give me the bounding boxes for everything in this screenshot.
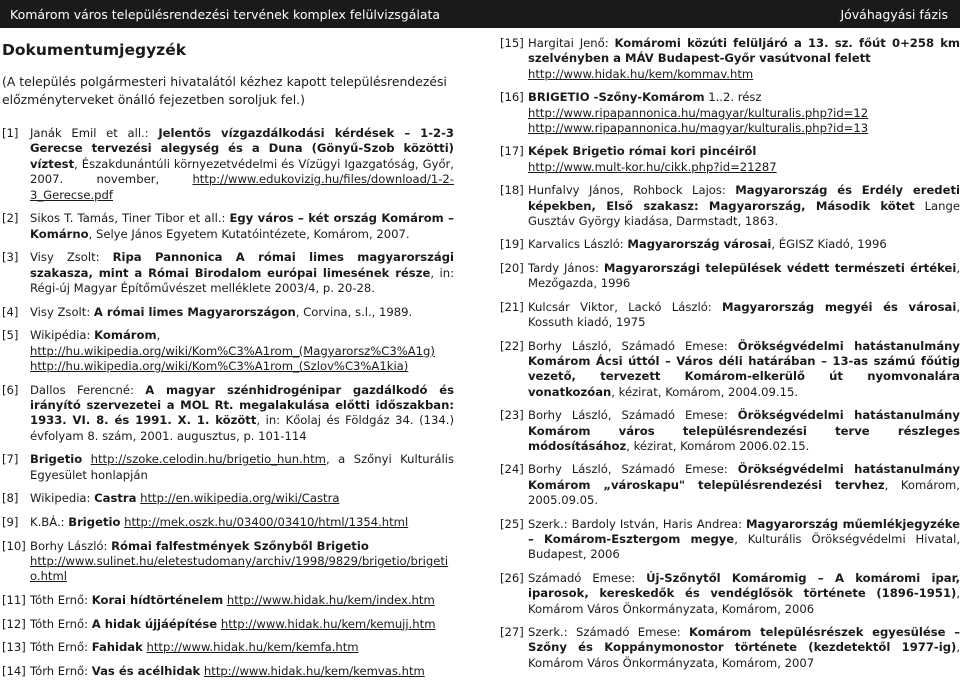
reference-text [528,36,960,82]
reference-link[interactable]: http://www.ripapannonica.hu/magyar/kulturalis.php?id=12 [528,105,869,120]
intro-text: (A település polgármesteri hivatalától kézhez kapott településrendezési előzményterveket önálló fejezetben soroljuk fel.) [2,74,447,107]
reference-text-part: Tóth Ernő: [30,593,92,608]
reference-text-part: Janák Emil et all.: [30,126,159,140]
reference-title: Komárom településrészek egyesülése – Szőny és Koppánymonostor története (kezdetektől 1977-ig) [528,625,960,655]
reference-item [500,408,960,454]
reference-text [528,300,960,331]
reference-link[interactable]: http://www.hidak.hu/kem/kemvas.htm [203,663,425,678]
reference-title: Jelentős vízgazdálkodási kérdések – 1-2-3 Gerecse tervezési alegység és a Duna (Gönyű-Szob közötti) víztest [30,126,455,171]
reference-number: [4] [2,304,19,319]
reference-text-part: Számadó Emese: [528,570,647,585]
reference-link[interactable]: http://hu.wikipedia.org/wiki/Kom%C3%A1rom_(Magyarorsz%C3%A1g) [30,343,435,358]
reference-text-part: Sikos T. Tamás, Tiner Tibor et all.: [30,211,230,226]
reference-title: Magyarország műemlékjegyzéke – Komárom-Esztergom megye [528,516,960,546]
reference-text-part: Kulcsár Viktor, Lackó László: [528,299,722,314]
reference-item [2,250,454,296]
reference-text [528,144,960,175]
reference-text [528,517,960,563]
reference-text [30,250,454,296]
reference-number: [11] [2,593,26,608]
reference-text [30,383,454,445]
reference-link[interactable]: http://www.hidak.hu/kem/kemujj.htm [220,616,436,631]
reference-text [30,211,454,242]
reference-text-part: Wikipédia: [30,328,95,343]
reference-text-part: , Komárom, 2005.09.05. [528,477,960,508]
reference-text-part: , Mezőgazda, 1996 [528,260,960,291]
reference-link[interactable]: http://www.mult-kor.hu/cikk.php?id=21287 [528,159,777,174]
reference-text-part: K.BÁ.: [30,515,69,530]
reference-title: Új-Szőnytől Komáromig – A komáromi ipar, iparosok, kereskedők és vendéglősök története (1896-1951) [528,570,960,601]
reference-text [30,328,454,374]
reference-item [500,300,960,331]
reference-text-part: , kézirat, Komárom, 2004.09.15. [611,384,799,399]
reference-item [2,593,454,608]
reference-title: A római limes Magyarországon [93,304,296,319]
reference-text-part: , Corvina, s.l., 1989. [295,304,413,319]
reference-title: Egy város – két ország Komárom – Komárno [30,211,454,241]
left-reference-list [2,126,454,679]
left-column [2,36,454,687]
reference-item [500,261,960,292]
reference-text [528,183,960,229]
reference-number: [18] [500,183,524,198]
reference-number: [27] [500,625,524,639]
reference-text-part: Szerk.: Bardoly István, Haris Andrea: [528,516,747,531]
reference-item [2,452,454,483]
reference-text-part: , in: Kőolaj és Földgáz 34. (134.) évfolyam 8. szám, 2001. augusztus, p. 101-114 [30,413,454,443]
reference-item [2,640,454,655]
reference-text-part: Hunfalvy János, Rohbock Lajos: [528,183,736,198]
reference-link[interactable]: http://hu.wikipedia.org/wiki/Kom%C3%A1rom_(Szlov%C3%A1kia) [30,359,409,374]
reference-number: [19] [500,237,524,252]
reference-number: [6] [2,382,19,397]
reference-number: [5] [2,328,19,343]
reference-title: Örökségvédelmi hatástanulmány Komárom város településrendezési terve részleges módosításához [528,408,960,453]
reference-text-part: Borhy László, Számadó Emese: [528,462,738,477]
reference-text-part: , [156,328,161,343]
reference-title: Képek Brigetio római kori pincéiről [528,144,757,159]
reference-text [30,593,454,608]
reference-item [2,126,454,203]
reference-number: [12] [2,616,26,631]
reference-text-part: , a Szőnyi Kulturális Egyesület honlapján [30,452,455,482]
reference-number: [2] [2,211,19,226]
reference-text-part: Lange Gusztáv György kiadása, Darmstadt, 1863. [528,198,960,229]
reference-link[interactable]: http://mek.oszk.hu/03400/03410/html/1354.html [124,515,409,530]
reference-text [528,408,960,454]
reference-text-part: Borhy László, Számadó Emese: [528,338,738,353]
reference-text [30,515,454,530]
reference-text-part: , Komárom Város Önkormányzata, Komárom, 2007 [528,640,960,670]
reference-text-part: , Kossuth kiadó, 1975 [528,299,960,330]
reference-item [500,462,960,508]
reference-title: Örökségvédelmi hatástanulmány Komárom „városkapu" településrendezési tervhez [528,462,960,492]
reference-text [30,539,454,585]
reference-text-part: Wikipedia: [30,491,95,506]
reference-text [30,664,454,679]
reference-item [2,383,454,445]
reference-text [528,571,960,617]
reference-text [528,237,960,252]
reference-text-part: , Kulturális Örökségvédelmi Hivatal, Budapest, 2006 [528,531,960,562]
reference-item [2,539,454,585]
reference-title: BRIGETIO -Szőny-Komárom [528,90,705,105]
reference-number: [24] [500,462,524,477]
reference-title: Fahidak [91,640,143,655]
reference-item [2,515,454,530]
reference-text-part: , Északdunántúli környezetvédelmi és Vízügyi Igazgatóság, Győr, 2007. november, [30,156,454,187]
reference-item [500,144,960,175]
reference-number: [9] [2,515,19,530]
reference-text-part: , Selye János Egyetem Kutatóintézete, Komárom, 2007. [88,226,410,241]
reference-title: Komárom [94,328,157,343]
reference-text-part: Borhy László, Számadó Emese: [528,408,738,423]
reference-text-part: Tóth Ernő: [30,616,92,631]
reference-text-part: Hargitai Jenő: [528,36,615,50]
reference-item [500,90,960,136]
reference-item [500,571,960,617]
right-reference-list [500,36,960,671]
reference-title: Brigetio [68,515,121,530]
reference-text-part: , Komárom Város Önkormányzata, Komárom, 2006 [528,586,960,616]
reference-title: Örökségvédelmi hatástanulmány Komárom Ácsi úttól – Város déli határában – 13-as számú főútig vezető, tervezett Komárom-elkerülő út nyomvonalára vonatkozóan [528,338,960,399]
reference-text-part: 1..2. rész [704,90,762,105]
reference-number: [15] [500,36,524,50]
reference-text-part [82,452,90,466]
reference-number: [3] [2,250,19,265]
reference-item [2,491,454,506]
reference-item [2,617,454,632]
reference-text [30,491,454,506]
reference-link[interactable]: http://www.ripapannonica.hu/magyar/kulturalis.php?id=13 [528,121,869,136]
reference-text-part: Tardy János: [528,260,604,275]
reference-title: A hidak újjáépítése [91,616,218,631]
reference-number: [20] [500,260,524,275]
reference-text [528,462,960,508]
reference-text-part: Borhy László: [30,538,112,553]
doc-title: Dokumentumjegyzék [2,41,187,59]
reference-item [500,36,960,82]
reference-title: Magyarország megyéi és városai [722,299,957,314]
reference-number: [21] [500,299,524,314]
reference-number: [26] [500,570,524,585]
reference-link[interactable]: http://szoke.celodin.hu/brigetio_hun.htm [90,452,326,467]
reference-number: [8] [2,491,19,506]
reference-text-part: Visy Zsolt: [30,304,94,319]
reference-text [528,261,960,292]
reference-title: Ripa Pannonica A római limes magyarországi szakasza, mint a Római Birodalom európai limesének része [30,250,454,280]
reference-number: [16] [500,90,524,105]
reference-item [500,339,960,401]
reference-item [500,517,960,563]
reference-number: [10] [2,538,26,553]
reference-title: Magyarország városai [627,237,772,252]
reference-link[interactable]: http://www.hidak.hu/kem/kemfa.htm [146,640,359,655]
header-title: Komárom város településrendezési tervének komplex felülvizsgálata [10,6,441,22]
reference-text [30,126,454,203]
reference-title: Vas és acélhidak [91,663,201,678]
reference-item [500,625,960,671]
reference-text [30,640,454,655]
reference-item [500,183,960,229]
reference-number: [1] [2,126,19,140]
reference-link[interactable]: http://www.hidak.hu/kem/index.htm [226,593,435,608]
reference-text [528,339,960,401]
reference-text-part: , in: Régi-új Magyar Építőművészet melléklete 2003/4, p. 20-28. [30,265,454,296]
reference-number: [23] [500,408,524,423]
reference-text-part: , kézirat, Komárom 2006.02.15. [626,438,810,453]
reference-title: Korai hídtörténelem [91,593,224,608]
reference-title: Castra [94,491,137,506]
page-header [0,0,960,28]
reference-text-part: Karvalics László: [528,237,628,252]
reference-number: [13] [2,640,26,655]
reference-number: [7] [2,452,19,467]
reference-text [30,305,454,320]
reference-title: Magyarország és Erdély eredeti képekben, Első szakasz: Magyarország, Második kötet [528,183,960,213]
reference-text-part: Visy Zsolt: [30,250,113,265]
reference-title: Brigetio [30,452,83,467]
reference-text [30,452,454,483]
reference-item [2,328,454,374]
reference-item [2,664,454,679]
reference-title: Magyarországi települések védett természeti értékei [603,260,957,275]
reference-number: [22] [500,338,524,353]
reference-link[interactable]: http://www.edukovizig.hu/files/download/1-2-3_Gerecse.pdf [30,172,454,202]
reference-item [500,237,960,252]
reference-text [528,90,960,136]
reference-text-part: , ÉGISZ Kiadó, 1996 [771,237,887,252]
reference-text [30,617,454,632]
header-phase: Jóváhagyási fázis [840,6,948,22]
reference-link[interactable]: http://www.sulinet.hu/eletestudomany/archiv/1998/9829/brigetio/brigetio.html [30,554,449,584]
reference-number: [25] [500,516,524,531]
reference-item [2,211,454,242]
reference-link[interactable]: http://en.wikipedia.org/wiki/Castra [140,491,340,506]
reference-number: [14] [2,663,26,678]
reference-text-part: Tórh Ernő: [30,663,92,678]
reference-text-part: Tóth Ernő: [30,640,92,655]
reference-item [2,305,454,320]
reference-title: A magyar szénhidrogénipar gazdálkodó és irányító szervezetei a MOL Rt. megalakulása előtti időszakban: 1933. VI. 8. és 1991. X. 1. között [30,382,455,428]
reference-title: Római falfestmények Szőnyből Brigetio [111,538,369,553]
reference-title: Komáromi közúti felüljáró a 13. sz. főút 0+258 km szelvényben a MÁV Budapest-Győr vasútvonal felett [528,36,960,66]
right-column [500,36,960,679]
reference-text [528,625,960,671]
reference-text-part: Dallos Ferencné: [30,382,146,397]
reference-text-part: Szerk.: Számadó Emese: [528,625,689,639]
reference-link[interactable]: http://www.hidak.hu/kem/kommav.htm [528,66,754,81]
reference-number: [17] [500,144,524,159]
